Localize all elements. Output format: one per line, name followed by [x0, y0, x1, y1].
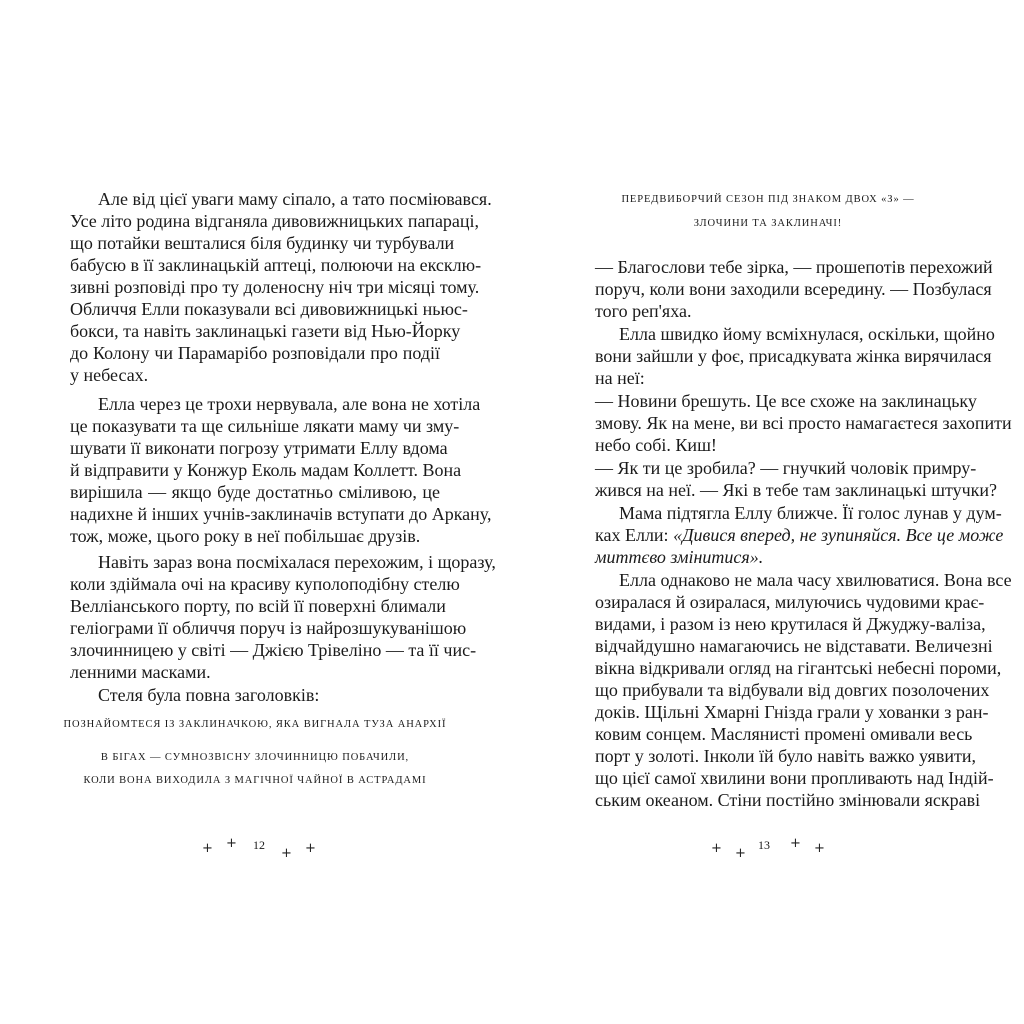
text-line: тож, може, цього року в неї побільшає друзів.: [70, 526, 421, 546]
text-line: миттєво змінитися».: [595, 547, 764, 567]
text-line: зивні розповіді про ту доленосну ніч три місяці тому.: [70, 277, 480, 297]
right-page: [512, 0, 1024, 1024]
text-line: вікна відкривали огляд на гігантські небесні пороми,: [595, 658, 1002, 678]
star-ornament-icon: +: [814, 841, 825, 856]
text-line: Елла однаково не мала часу хвилюватися. Вона все: [619, 570, 1012, 590]
running-header: ПЕРЕДВИБОРЧИЙ СЕЗОН ПІД ЗНАКОМ ДВОХ «З» —: [621, 194, 915, 205]
star-ornament-icon: +: [711, 841, 722, 856]
text-line: жився на неї. — Які в тебе там заклинацькі штучки?: [595, 480, 998, 500]
text-line: Елла швидко йому всміхнулася, оскільки, щойно: [619, 324, 995, 344]
text-line: — Благослови тебе зірка, — прошепотів перехожий: [595, 257, 993, 277]
headline-2: В БІГАХ — СУМНОЗВІСНУ ЗЛОЧИННИЦЮ ПОБАЧИЛИ,: [100, 752, 410, 763]
text-line: Елла через це трохи нервувала, але вона не хотіла: [98, 394, 481, 414]
star-ornament-icon: +: [790, 836, 801, 851]
text-line: Обличчя Елли показували всі дивовижницькі ньюс-: [70, 299, 468, 319]
star-ornament-icon: +: [735, 846, 746, 861]
text-line: доків. Щільні Хмарні Гнізда грали у хованки з ран-: [595, 702, 989, 722]
text-line: видами, і разом із нею крутилася й Джуджу-валіза,: [595, 614, 986, 634]
text-line: ковим сонцем. Маслянисті промені омивали весь: [595, 724, 973, 744]
text-line: й відправити у Конжур Еколь мадам Коллетт. Вона: [70, 460, 462, 480]
text-line: змову. Як на мене, ви всі просто намагаєтеся захопити: [595, 413, 1012, 433]
text-line: озиралася й озиралася, милуючись чудовими крає-: [595, 592, 985, 612]
text-line: це показувати та ще сильніше лякати маму чи зму-: [70, 416, 460, 436]
text-line: на неї:: [595, 368, 645, 388]
text-line: коли здіймала очі на красиву куполоподібну стелю: [70, 574, 460, 594]
text-line: того реп'яха.: [595, 301, 692, 321]
text-line: поруч, коли вони заходили всередину. — Позбулася: [595, 279, 992, 299]
text-line: що потайки вешталися біля будинку чи турбували: [70, 233, 455, 253]
text-line: — Як ти це зробила? — гнучкий чоловік примру-: [595, 458, 977, 478]
text-line: порт у золоті. Інколи їй було навіть важко уявити,: [595, 746, 976, 766]
star-ornament-icon: +: [281, 846, 292, 861]
text-line: ським океаном. Стіни постійно змінювали яскраві: [595, 790, 981, 810]
text-line: Мама підтягла Еллу ближче. Її голос лунав у дум-: [619, 503, 1002, 523]
page-number: 12: [253, 838, 265, 852]
text-line: вирішила — якщо буде достатньо сміливою, це: [70, 482, 440, 502]
text-line: Усе літо родина відганяла дивовижницьких папараці,: [70, 211, 480, 231]
text-line: шувати її виконати погрозу утримати Еллу вдома: [70, 438, 448, 458]
text-line: геліограми її обличчя поруч із найрозшукуванішою: [70, 618, 467, 638]
text-line: — Новини брешуть. Це все схоже на заклинацьку: [595, 391, 977, 411]
text-line: відчайдушно намагаючись не відставати. Величезні: [595, 636, 993, 656]
text-line: що цієї самої хвилини вони пропливають над Індій-: [595, 768, 994, 788]
headline-2-continued: КОЛИ ВОНА ВИХОДИЛА З МАГІЧНОЇ ЧАЙНОЇ В АСТРАДАМІ: [83, 775, 427, 786]
text-line: бокси, та навіть заклинацькі газети від Нью-Йорку: [70, 321, 461, 341]
text-line: ленними масками.: [70, 662, 211, 682]
text-line: Навіть зараз вона посміхалася перехожим, і щоразу,: [98, 552, 496, 572]
star-ornament-icon: +: [305, 841, 316, 856]
text-line: небо собі. Киш!: [595, 435, 717, 455]
page-number: 13: [758, 838, 770, 852]
text-line: Велліанського порту, по всій її поверхні блимали: [70, 596, 446, 616]
text-line: у небесах.: [70, 365, 149, 385]
text-line: що прибували та відбували від довгих позолочених: [595, 680, 990, 700]
text-line: злочинницею у світі — Джією Трівеліно — та її чис-: [70, 640, 477, 660]
star-ornament-icon: +: [226, 836, 237, 851]
headline-1: ПОЗНАЙОМТЕСЯ ІЗ ЗАКЛИНАЧКОЮ, ЯКА ВИГНАЛА ТУЗА АНАРХІЇ: [63, 719, 447, 730]
star-ornament-icon: +: [202, 841, 213, 856]
text-line: бабусю в її заклинацькій аптеці, полюючи на ексклю-: [70, 255, 482, 275]
text-line: вони зайшли у фоє, присадкувата жінка вирячилася: [595, 346, 992, 366]
running-header-continued: ЗЛОЧИНИ ТА ЗАКЛИНАЧІ!: [693, 218, 843, 229]
text-line: Стеля була повна заголовків:: [98, 685, 320, 705]
text-line: ках Елли: «Дивися вперед, не зупиняйся. Все це може: [595, 525, 1004, 545]
text-line: до Колону чи Парамарібо розповідали про події: [70, 343, 440, 363]
text-line: надихне й інших учнів-заклиначів вступати до Аркану,: [70, 504, 492, 524]
text-line: Але від цієї уваги маму сіпало, а тато посміювався.: [98, 189, 492, 209]
